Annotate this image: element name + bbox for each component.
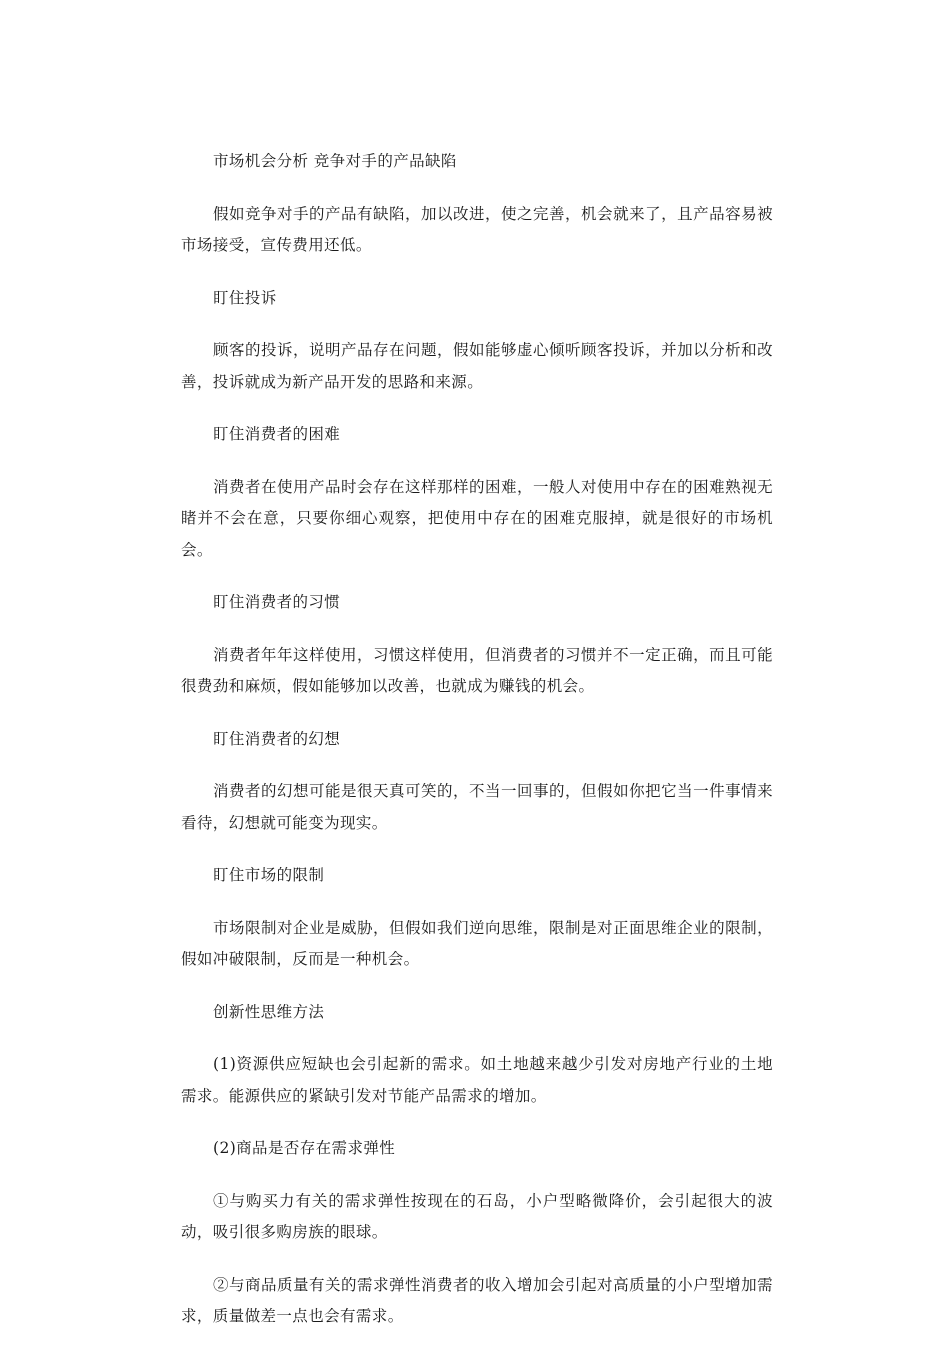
paragraph-resource-shortage: (1)资源供应短缺也会引起新的需求。如土地越来越少引发对房地产行业的土地需求。能源供应的紧缺引发对节能产品需求的增加。 [181, 1055, 773, 1105]
paragraph-complaints: 顾客的投诉，说明产品存在问题，假如能够虚心倾听顾客投诉，并加以分析和改善，投诉就成为新产品开发的思路和来源。 [181, 341, 773, 391]
paragraph-consumer-habits: 消费者年年这样使用，习惯这样使用，但消费者的习惯并不一定正确，而且可能很费劲和麻烦，假如能够加以改善，也就成为赚钱的机会。 [181, 645, 773, 695]
paragraph-consumer-fantasy: 消费者的幻想可能是很天真可笑的，不当一回事的，但假如你把它当一件事情来看待，幻想就可能变为现实。 [181, 782, 773, 832]
heading-market-limits: 盯住市场的限制 [213, 866, 325, 884]
heading-consumer-habits: 盯住消费者的习惯 [213, 593, 341, 611]
heading-demand-elasticity: (2)商品是否存在需求弹性 [213, 1139, 396, 1157]
heading-consumer-fantasy: 盯住消费者的幻想 [213, 729, 341, 748]
paragraph-competitor-defects: 假如竞争对手的产品有缺陷，加以改进，使之完善，机会就来了，且产品容易被市场接受，宣传费用还低。 [181, 204, 773, 254]
paragraph-purchasing-power-elasticity: ①与购买力有关的需求弹性按现在的石岛，小户型略微降价，会引起很大的波动，吸引很多购房族的眼球。 [181, 1191, 773, 1241]
paragraph-quality-elasticity: ②与商品质量有关的需求弹性消费者的收入增加会引起对高质量的小户型增加需求，质量做差一点也会有需求。 [181, 1275, 773, 1325]
document-page [181, 146, 773, 1354]
paragraph-consumer-difficulties: 消费者在使用产品时会存在这样那样的困难，一般人对使用中存在的困难熟视无睹并不会在意，只要你细心观察，把使用中存在的困难克服掉，就是很好的市场机会。 [181, 477, 773, 559]
heading-market-opportunity: 市场机会分析 竞争对手的产品缺陷 [213, 152, 457, 170]
heading-consumer-difficulties: 盯住消费者的困难 [213, 425, 341, 443]
heading-innovative-thinking: 创新性思维方法 [213, 1002, 325, 1021]
heading-complaints: 盯住投诉 [213, 288, 277, 307]
paragraph-market-limits: 市场限制对企业是威胁，但假如我们逆向思维，限制是对正面思维企业的限制，假如冲破限制，反而是一种机会。 [181, 918, 773, 968]
